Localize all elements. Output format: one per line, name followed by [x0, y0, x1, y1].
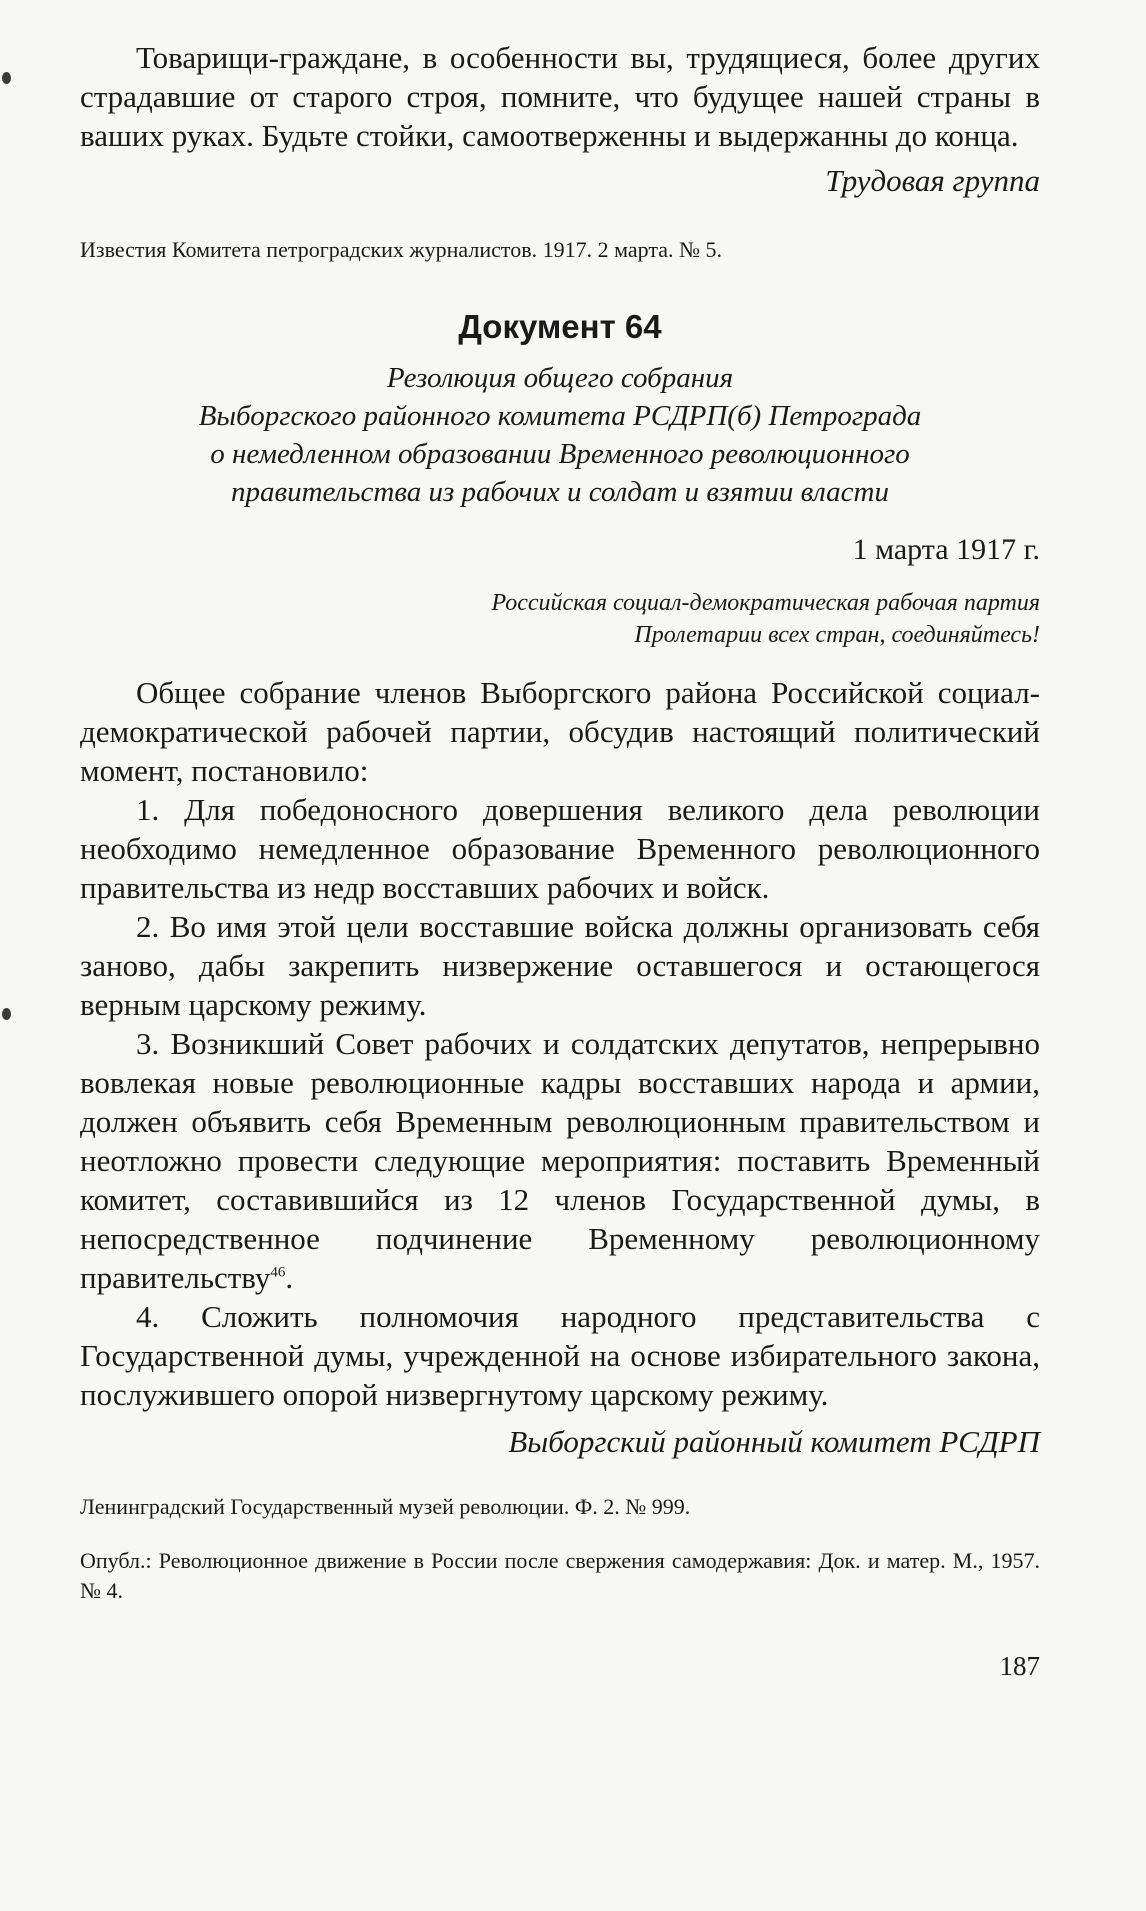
- appeal-paragraph: Товарищи-граждане, в особенности вы, трудящиеся, более других страдавшие от старого строя, помните, что будущее нашей страны в ваших руках. Будьте стойки, самоотверженны и выдержанны до конца.: [80, 40, 1040, 153]
- party-slogan: Пролетарии всех стран, соединяйтесь!: [634, 622, 1040, 648]
- point-3-end: .: [285, 1260, 294, 1295]
- party-name: Российская социал-демократическая рабочая партия: [491, 590, 1040, 616]
- archive-source: Ленинградский Государственный музей революции. Ф. 2. № 999.: [80, 1494, 691, 1519]
- intro-paragraph: Общее собрание членов Выборгского района Российской социал-демократической рабочей партии, обсудив настоящий политический момент, постановило:: [80, 675, 1040, 788]
- point-3-text: 3. Возникший Совет рабочих и солдатских депутатов, непрерывно вовлекая новые революционные кадры восставших народа и армии, должен объявить себя Временным революционным правительством и неотложно провести следующие мероприятия: поставить Временный комитет, составившийся из 12 членов Государственной думы, в непосредственное подчинение Временному революционному правительству: [80, 1026, 1040, 1295]
- prev-source: Известия Комитета петроградских журналистов. 1917. 2 марта. № 5.: [80, 237, 722, 262]
- document-date: 1 марта 1917 г.: [852, 533, 1040, 566]
- footnote-ref: 46: [270, 1264, 286, 1281]
- text-column: [80, 38, 1040, 1682]
- page-number: 187: [999, 1651, 1040, 1681]
- prev-signature: Трудовая группа: [825, 163, 1040, 198]
- binding-mark: [2, 72, 11, 84]
- title-line: Выборгского районного комитета РСДРП(б) Петрограда: [198, 400, 922, 432]
- resolution-point: 2. Во имя этой цели восставшие войска должны организовать себя заново, дабы закрепить низвержение оставшегося и остающегося верным царскому режиму.: [80, 909, 1040, 1022]
- publication-reference: Опубл.: Революционное движение в России после свержения самодержавия: Док. и матер. М., 1957. № 4.: [80, 1548, 1040, 1603]
- document-heading: Документ 64: [458, 308, 662, 345]
- title-line: правительства из рабочих и солдат и взятии власти: [231, 476, 889, 508]
- resolution-point: [80, 1024, 1040, 1297]
- title-line: Резолюция общего собрания: [386, 362, 734, 394]
- title-line: о немедленном образовании Временного революционного: [210, 438, 910, 470]
- document-title: [80, 359, 1040, 511]
- resolution-point: 4. Сложить полномочия народного представительства с Государственной думы, учрежденной на основе избирательного закона, послужившего опорой низвергнутому царскому режиму.: [80, 1299, 1040, 1412]
- resolution-body: [80, 673, 1040, 1414]
- resolution-point: 1. Для победоносного довершения великого дела революции необходимо немедленное образование Временного революционного правительства из недр восставших рабочих и войск.: [80, 792, 1040, 905]
- party-header: [80, 587, 1040, 651]
- document-signature: Выборгский районный комитет РСДРП: [508, 1424, 1040, 1459]
- binding-mark: [2, 1008, 11, 1020]
